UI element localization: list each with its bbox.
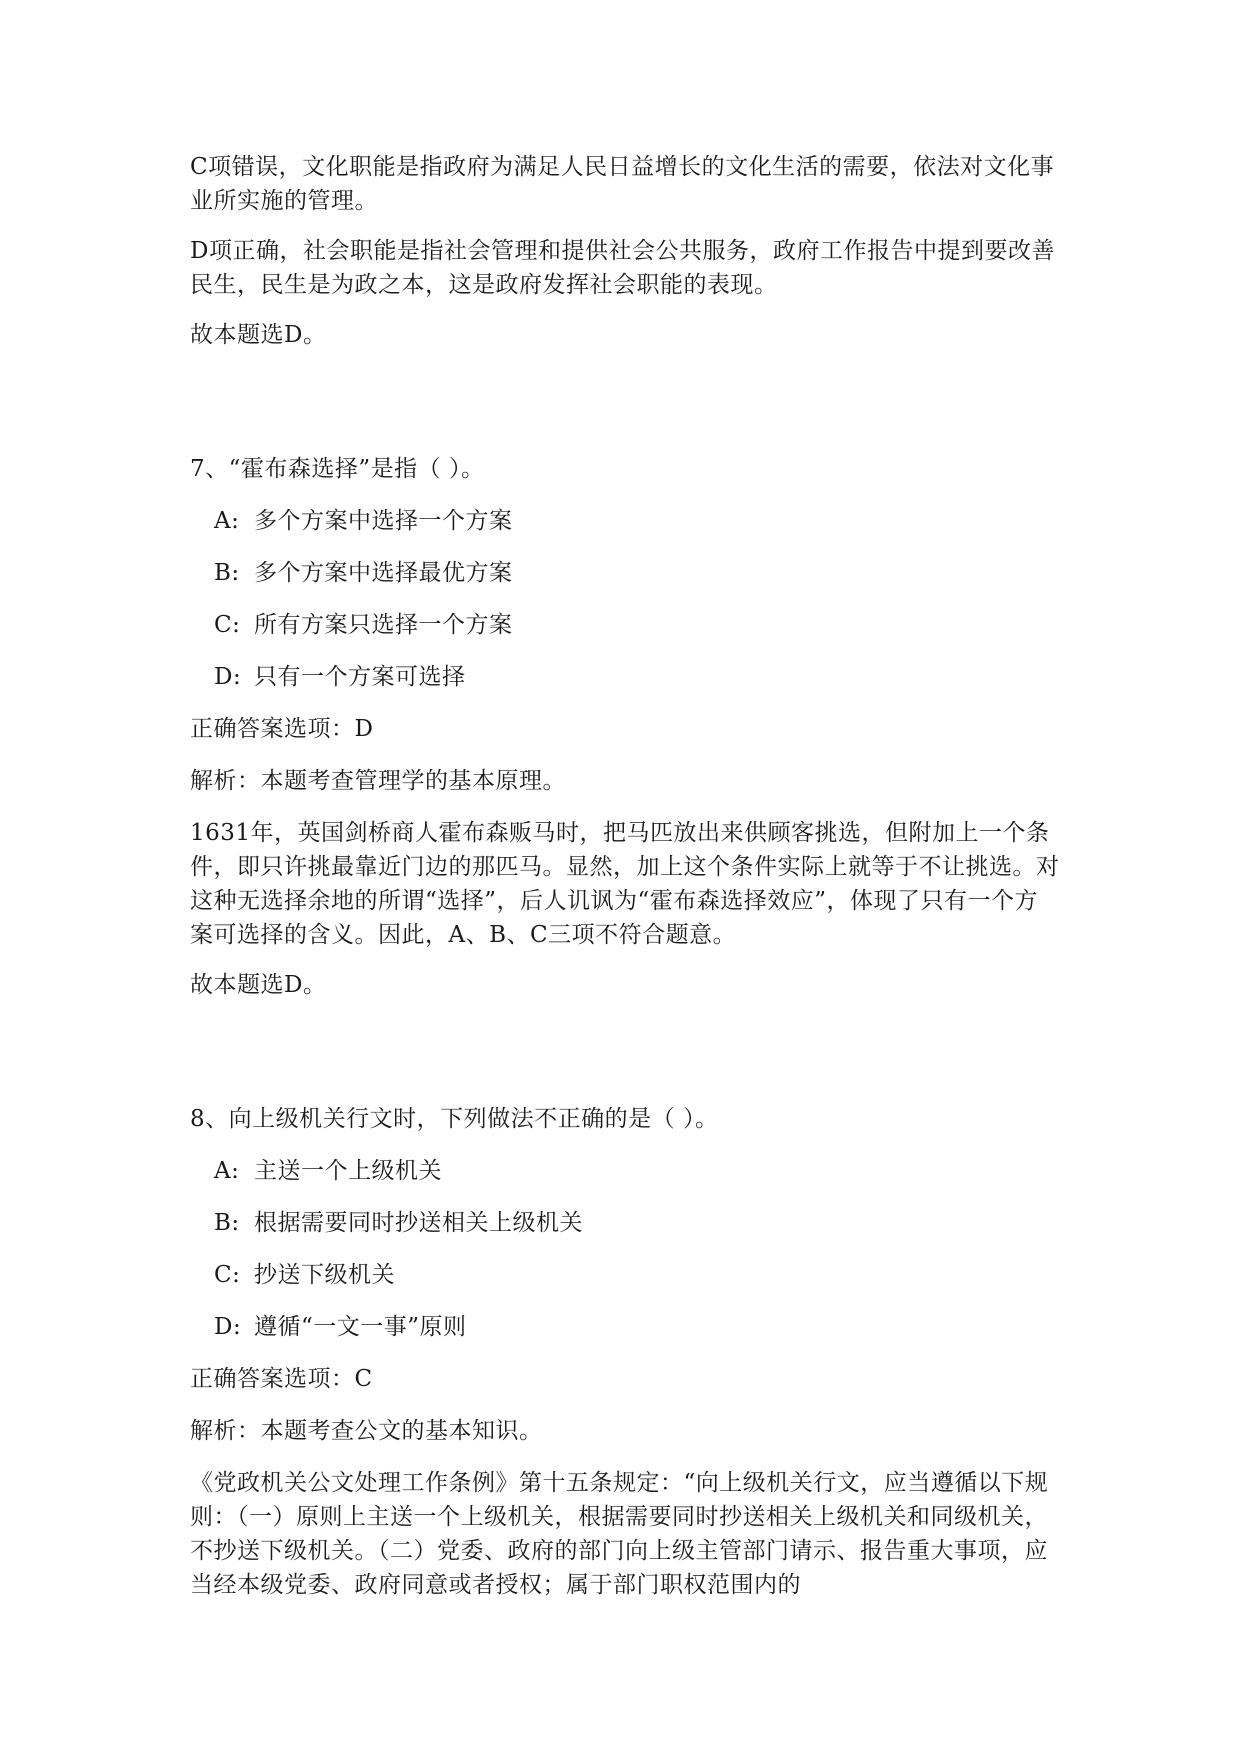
question-7-analysis: 解析：本题考查管理学的基本原理。 [190, 768, 566, 794]
conclusion-text: 故本题选D。 [190, 322, 327, 348]
question-8-text: 8、向上级机关行文时，下列做法不正确的是（ ）。 [190, 1106, 719, 1132]
analysis-paragraph-d: D项正确，社会职能是指社会管理和提供社会公共服务，政府工作报告中提到要改善民生，民生是为政之本，这是政府发挥社会职能的表现。 [190, 238, 1055, 298]
question-8-option-b [214, 1206, 1060, 1240]
option-letter: D: [214, 664, 242, 690]
option-letter: D: [214, 1314, 242, 1340]
option-letter: B: [214, 1210, 240, 1236]
question-7-detail: 1631年，英国剑桥商人霍布森贩马时，把马匹放出来供顾客挑选，但附加上一个条件，即只许挑最靠近门边的那匹马。显然，加上这个条件实际上就等于不让挑选。对这种无选择余地的所谓“选择”，后人讥讽为“霍布森选择效应”，体现了只有一个方案可选择的含义。因此，A、B、C三项不符合题意。 [190, 820, 1060, 948]
option-letter: C: [214, 612, 241, 638]
question-7-text: 7、“霍布森选择”是指（ ）。 [190, 456, 485, 482]
option-text: 根据需要同时抄送相关上级机关 [254, 1210, 583, 1236]
question-8-option-d [214, 1310, 1060, 1344]
question-8-analysis: 解析：本题考查公文的基本知识。 [190, 1418, 543, 1444]
option-text: 所有方案只选择一个方案 [254, 612, 513, 638]
question-7-conclusion: 故本题选D。 [190, 972, 327, 998]
option-letter: A: [214, 1158, 240, 1184]
option-text: 多个方案中选择一个方案 [254, 508, 513, 534]
question-8-answer: 正确答案选项：C [190, 1366, 373, 1392]
option-text: 主送一个上级机关 [254, 1158, 442, 1184]
section-gap [190, 368, 1060, 452]
option-letter: B: [214, 560, 240, 586]
section-gap [190, 1018, 1060, 1102]
question-7-option-a [214, 504, 1060, 538]
document-page [190, 150, 1060, 1618]
option-letter: C: [214, 1262, 241, 1288]
option-text: 遵循“一文一事”原则 [254, 1314, 467, 1340]
option-letter: A: [214, 508, 240, 534]
question-8-option-a [214, 1154, 1060, 1188]
option-text: 只有一个方案可选择 [254, 664, 466, 690]
question-8-option-c [214, 1258, 1060, 1292]
question-7-option-d [214, 660, 1060, 694]
question-7-option-c [214, 608, 1060, 642]
question-7-answer: 正确答案选项：D [190, 716, 374, 742]
question-7 [190, 452, 1060, 1002]
question-7-option-b [214, 556, 1060, 590]
analysis-paragraph-c: C项错误，文化职能是指政府为满足人民日益增长的文化生活的需要，依法对文化事业所实施的管理。 [190, 154, 1055, 214]
question-8-detail: 《党政机关公文处理工作条例》第十五条规定：“向上级机关行文，应当遵循以下规则：（一）原则上主送一个上级机关，根据需要同时抄送相关上级机关和同级机关，不抄送下级机关。（二）党委、政府的部门向上级主管部门请示、报告重大事项，应当经本级党委、政府同意或者授权；属于部门职权范围内的 [190, 1470, 1049, 1598]
option-text: 抄送下级机关 [254, 1262, 395, 1288]
option-text: 多个方案中选择最优方案 [254, 560, 513, 586]
question-8 [190, 1102, 1060, 1602]
